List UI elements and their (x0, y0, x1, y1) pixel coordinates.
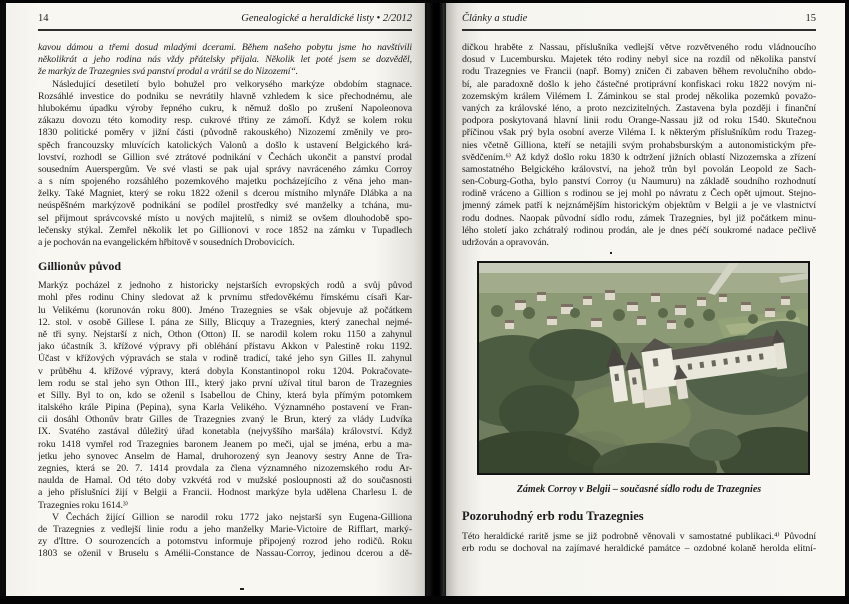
text-line: Účast v křížových výpravách se stala v rodině tradicí, také jeho syn Gilles II. zahynul (38, 353, 412, 365)
text-line: lovství, rozhodl se Gillion své ztrátové podnikání v Čechách ukončit a panství prodal (38, 151, 412, 163)
text-line: mohl přes rodinu Chiny sledovat až k prvnímu středověkému římskému císaři Kar- (38, 292, 412, 304)
text-line: Této heraldické raritě jsme se již podrobně věnovali v samostatné publikaci.⁴⁾ Původní (462, 531, 816, 543)
text-line: dosud v Lucembursku. Majetek této rodiny nebyl sice na rozdíl od několika panství (462, 54, 816, 66)
castle-photo (477, 261, 810, 475)
text-line: samostatného Belgického království, na jehož trůn byl povolán Leopold ze Sach- (462, 163, 816, 175)
text-line: svědčením.⁶⁾ Až když došlo roku 1830 k odtržení jižních oblastí Nizozemska a zřízení (462, 151, 816, 163)
text-line: příčinou však prý byla osobní averze Viléma I. k některým příslušníkům rodu Trazeg- (462, 127, 816, 139)
castle-photo-illustration (479, 263, 808, 473)
text-line: rodu dodnes. Naopak původní sídlo rodu, zámek Trazegnies, byl již počátkem minu- (462, 212, 816, 224)
right-page-header (462, 13, 816, 24)
text-line: spěch francouzsky mluvících katolických Valonů a došlo k ustavení Belgického krá- (38, 139, 412, 151)
section-heading-gillion-origin: Gillionův původ (38, 259, 122, 274)
text-line: Trazegnies roku 1614.³⁾ (38, 499, 128, 511)
origin-paragraph (38, 280, 412, 512)
left-header-rule (38, 29, 412, 31)
scan-speck (610, 252, 612, 254)
text-line: roku 1418 vymřel rod Trazegnies baronem Jeanem po meči, ujal se jména, erbu a ma- (38, 438, 412, 450)
text-line: lem rodu se stal jeho syn Othon III., který jako první užíval titul baron de Trazegnies (38, 377, 412, 389)
text-line: et Silly. Byl to on, kdo se oženil s Isabellou de Chiny, která byla přímým potomkem (38, 389, 412, 401)
text-line: Rozsáhlé investice do podniku se nevrátily hlavně vzhledem k sice přechodnému, ale (38, 90, 412, 102)
text-line: sel přijmout správcovské místo u nových majitelů, s nimiž se ovšem dlouhodobě spo- (38, 212, 412, 224)
right-header-rule (462, 29, 816, 31)
text-line: cii dosáhl Othonův bratr Gilles de Trazegnies zvaný le Brun, který za vlády Ludvíka (38, 414, 412, 426)
text-line: zozemským králem Vilémem I. Záminkou se stal prodej několika pozemků považo- (462, 90, 816, 102)
text-line: vaných za královské léno, a proto nezcizitelných. Zastavena byla později i finanční (462, 102, 816, 114)
text-line: Následující desetiletí bylo bohužel pro velkorysého markýze obdobím stagnace. (52, 78, 412, 90)
text-line: želky. Také Magniet, který se roku 1822 oženil s dcerou místního mlynáře Dlábka a na (38, 188, 412, 200)
scan-speck (240, 588, 244, 590)
section-heading-coat-of-arms: Pozoruhodný erb rodu Trazegnies (462, 509, 644, 524)
text-line: a je pochován na evangelickém hřbitově v sousedních Drobovicích. (38, 237, 295, 248)
text-line: rodu Trazegnies ve Francii (např. Bomy) zničen či zabaven během revolučního obdo- (462, 66, 816, 78)
scan-edge-top (0, 0, 849, 3)
text-line: lého století jako zchátralý rodinou prodán, ale je dnes péčí soukromé nadace pečlivě (462, 224, 816, 236)
nassau-paragraph (462, 42, 816, 249)
text-line: jako účastník 3. křížové výpravy při obléhání přístavu Akkon v Palestině roku 1192. (38, 341, 412, 353)
text-line: V Čechách žijící Gillion se narodil roku 1772 jako nejstarší syn Eugena-Gilliona (52, 511, 412, 523)
text-line: sousedním Auerspergům. Ve své vlasti se pak ujal správy navráceného zámku Corroy (38, 163, 412, 175)
text-line: 12. stol. v osobě Gillese I. pána ze Silly, Blicquy a Trazegnies, který zanechal nejmé- (38, 316, 412, 328)
text-line: nies včetně Gilliona, kteří se netajili svým prohabsburským a autonomistickým pře- (462, 139, 816, 151)
right-page-number: 15 (805, 13, 816, 24)
text-line: zegnies, která se 20. 7. 1414 provdala za člena významného nizozemského rodu Ar- (38, 463, 412, 474)
stagnation-paragraph (38, 79, 412, 250)
text-line: lu Velikému (korunován roku 800). Jméno Trazegnies se však objevuje až počátkem (38, 304, 412, 316)
right-page-body (462, 42, 816, 556)
right-page (446, 3, 845, 597)
text-line: 1803 se oženil v Bruselu s Amélii-Constance de Nassau-Corroy, jedinou dcerou a dě- (38, 548, 412, 560)
quote-paragraph (38, 42, 412, 79)
gillion-paragraph (38, 512, 412, 561)
text-line: podpora poskytovaná hlavní linii rodu Orange-Nassau již od roku 1540. Skutečnou (462, 115, 816, 127)
text-line: rodině vráceno a Gillion s rodinou se jej mohl po návratu z Čech opět ujmout. Stejno- (462, 188, 816, 200)
text-line: a jeho příslušníci žijí v Belgii a Francii. Hodnost markýze byla udělena Charlesu I. de (38, 487, 412, 499)
text-line: bí, ale paradoxně došlo k jeho částečné protiprávní konfiskaci roku 1822 novým ni- (462, 78, 816, 90)
text-line: sen-Coburg-Gotha, bylo panství Corroy (u Naumuru) na základě soudního rozhodnutí (462, 176, 816, 188)
text-line: v průběhu 4. křížové výpravy, která dobyla Konstantinopol roku 1204. Pokračovate- (38, 365, 412, 377)
left-page-header (38, 13, 412, 24)
running-title: Genealogické a heraldické listy • 2/2012 (241, 13, 412, 24)
text-line: jetku jeho synovec Anselm de Hamal, druhorozený syn Jeanovy sestry Anne de Tra- (38, 450, 412, 462)
text-line: naulda de Hamal. Od této doby vzkvétá rod v mužské posloupnosti až do současnosti (38, 475, 412, 487)
text-line: IX. Svatého zastával důležitý úřad konetabla (nejvyššího maršála) království. Když (38, 426, 412, 438)
coat-of-arms-paragraph (462, 531, 816, 555)
text-line: jmenný zámek patří k nejznámějším historickým objektům v Belgii a je ve vlastnictví (462, 200, 816, 212)
text-line: hlubokému úpadku výroby řepného cukru, k němuž došlo po zrušení Napoleonova (38, 102, 412, 114)
text-line: kavou dámou a třemi dosud mladými dcerami. Během našeho pobytu jsme ho navštívili (38, 42, 412, 53)
left-page-number: 14 (38, 13, 49, 24)
book-spine-gutter (424, 0, 447, 604)
text-line: 1830 politické poměry v jižní části (původně rakouského) Nizozemí změnily ve pro- (38, 127, 412, 139)
text-line: několikrát a jeho rodina nás vždy přátelsky přijala. Několik let poté jsem se dozvěděl, (38, 54, 412, 66)
photo-caption: Zámek Corroy v Belgii – současné sídlo rodu de Trazegnies (516, 484, 762, 496)
left-page-body (38, 42, 412, 561)
text-line: že markýz de Trazegnies svá panství prodal a vrátil se do Nizozemí“. (38, 66, 299, 78)
text-line: Markýz pocházel z jednoho z historicky nejstarších evropských rodů a svůj původ (38, 280, 412, 292)
left-page (6, 3, 425, 597)
scan-edge-bottom (0, 596, 849, 604)
text-line: italského krále Pipina (Pepina), syna Karla Velikého. Významného postavení ve Fran- (38, 402, 412, 414)
text-line: zy d'Ittre. O sourozencích a potomstvu informuje připojený rozrod jeho rodičů. Roku (38, 536, 412, 548)
text-line: lečensky stýkal. Zemřel několik let po Gillionovi v roce 1852 na zámku v Tupadlech (38, 224, 412, 236)
text-line: udržován a opravován. (462, 237, 549, 248)
text-line: dičkou hraběte z Nassau, příslušníka vedlejší větve rozvětveného rodu vládnoucího (462, 42, 816, 53)
text-line: zákazu dovozu této komodity resp. cukrové třtiny ze zámoří. Když se kolem roku (38, 115, 412, 127)
text-line: de Trazegnies z vedlejší linie rodu a jeho manželky Marie-Victoire de Rifflart, marký- (38, 523, 412, 535)
text-line: neúspěšném markýzově podnikání se podílel prostředky své manželky a tchána, mu- (38, 200, 412, 212)
text-line: ně tři syny. Nejstarší z nich, Othon (Otton) II. se narodil kolem roku 1150 a zahynul (38, 328, 412, 340)
section-running-title: Články a studie (462, 13, 528, 24)
text-line: a s ním spojeného rozsáhlého pozemkového majetku pocházejícího z věna jeho man- (38, 176, 412, 188)
text-line: erb rodu se dochoval na zajímavé heraldické památce – ozdobné kolaně herolda elitní- (462, 543, 816, 555)
